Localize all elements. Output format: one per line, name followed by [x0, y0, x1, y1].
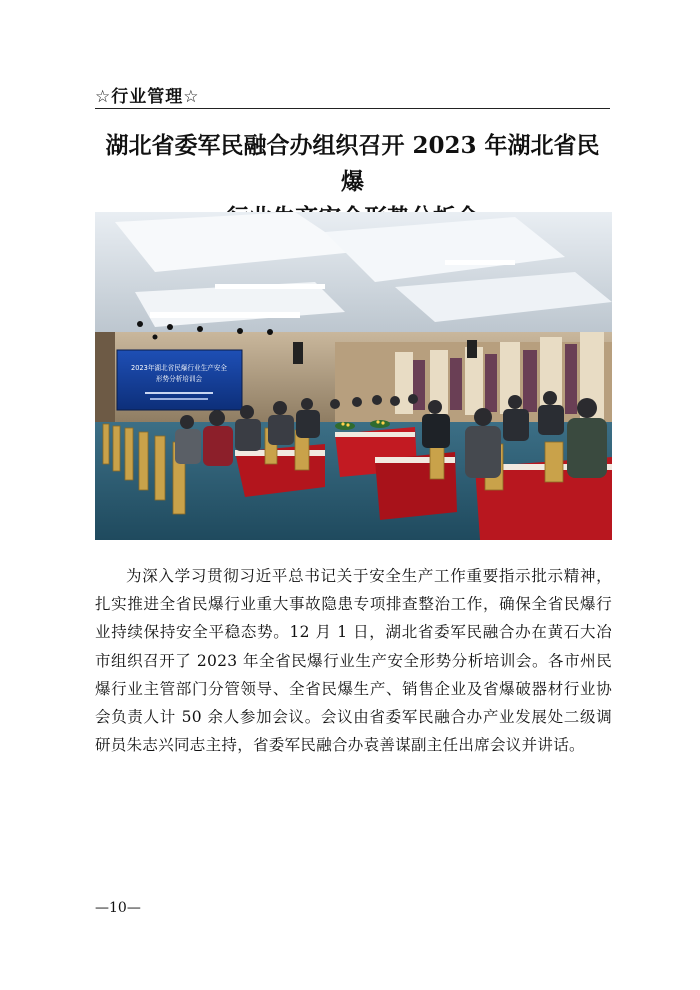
article-body: 为深入学习贯彻习近平总书记关于安全生产工作重要指示批示精神，扎实推进全省民爆行业重大事故隐患专项排查整治工作，确保全省民爆行业持续保持安全平稳态势。12 月 1 日，湖北省委军民融合办在黄石大冶市组织召开了 2023 年全省民爆行业生产安全形势分析培训会。各市州民爆行业主管部门分管领导、全省民爆生产、销售企业及省爆破器材行业协会负责人计 50 余人参加会议。会议由省委军民融合办产业发展处二级调研员朱志兴同志主持，省委军民融合办袁善谋副主任出席会议并讲话。 — [95, 567, 612, 755]
page-number: —10— — [95, 900, 141, 916]
screen-title-line-2: 形势分析培训会 — [155, 375, 203, 383]
screen-title-line-1: 2023年湖北省民爆行业生产安全 — [131, 364, 227, 372]
section-header: ☆行业管理☆ — [95, 87, 200, 107]
meeting-photo — [95, 212, 612, 540]
header-rule — [95, 108, 610, 109]
article-title-line-1: 湖北省委军民融合办组织召开 2023 年湖北省民爆 — [105, 132, 600, 195]
